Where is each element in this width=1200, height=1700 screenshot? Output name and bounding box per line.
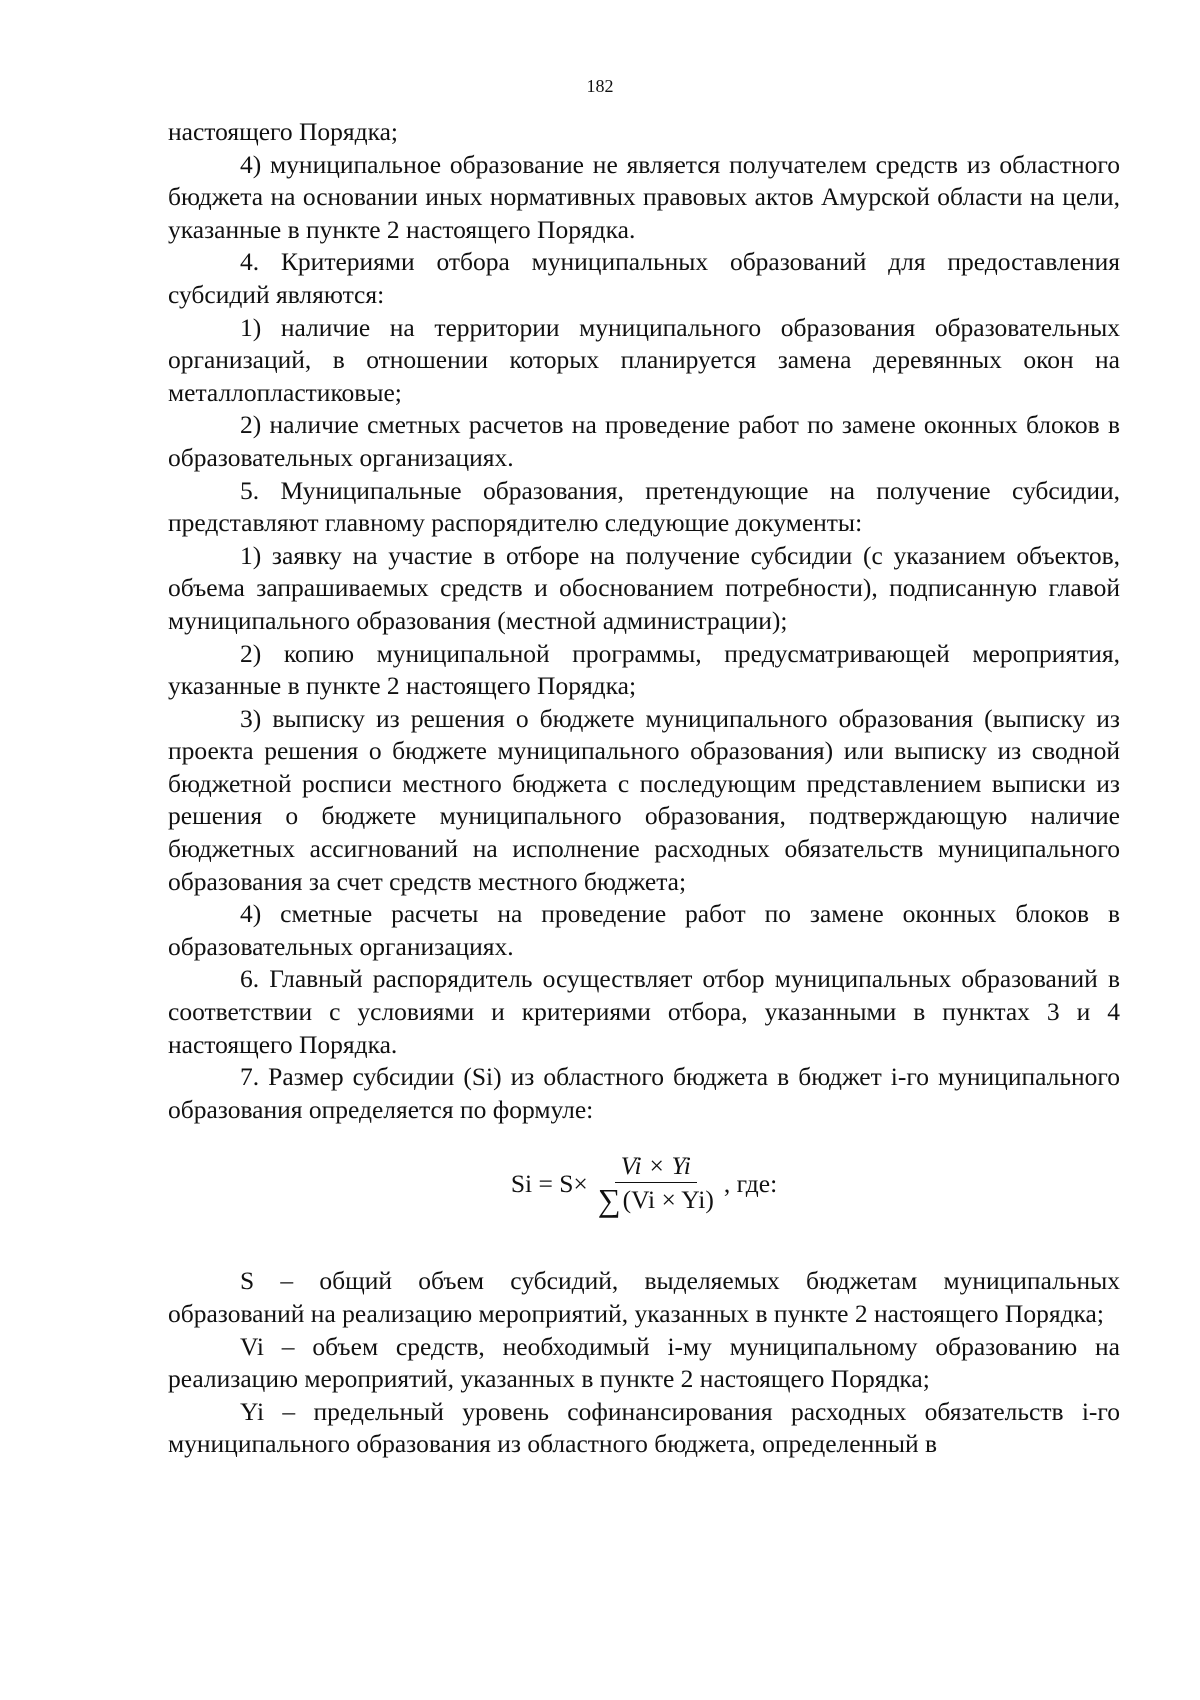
formula-lhs: Si = S× <box>510 1168 588 1198</box>
paragraph: 7. Размер субсидии (Si) из областного бюджета в бюджет i-го муниципального образования определяется по формуле: <box>168 1062 1120 1124</box>
formula-fraction <box>592 1151 720 1219</box>
paragraph: 4) муниципальное образование не является получателем средств из областного бюджета на основании иных нормативных правовых актов Амурской области на цели, указанные в пункте 2 настоящего Порядка. <box>168 149 1120 244</box>
paragraph: 4. Критериями отбора муниципальных образований для предоставления субсидий являются: <box>168 247 1120 309</box>
paragraph: Yi – предельный уровень софинансирования расходных обязательств i-го муниципального образования из областного бюджета, определенный в <box>168 1396 1120 1459</box>
document-body <box>168 116 1120 1461</box>
formula-numerator: Vi × Yi <box>615 1152 697 1183</box>
paragraph: 6. Главный распорядитель осуществляет отбор муниципальных образований в соответствии с условиями и критериями отбора, указанными в пунктах 3 и 4 настоящего Порядка. <box>168 964 1120 1059</box>
formula-denominator: (Vi × Yi) <box>622 1185 714 1215</box>
paragraph: 2) копию муниципальной программы, предусматривающей мероприятия, указанные в пункте 2 настоящего Порядка; <box>168 638 1120 701</box>
paragraph: S – общий объем субсидий, выделяемых бюджетам муниципальных образований на реализацию мероприятий, указанных в пункте 2 настоящего Порядка; <box>168 1266 1120 1328</box>
paragraph: Vi – объем средств, необходимый i-му муниципальному образованию на реализацию мероприятий, указанных в пункте 2 настоящего Порядка; <box>168 1331 1120 1394</box>
paragraph: 1) заявку на участие в отборе на получение субсидии (с указанием объектов, объема запрашиваемых средств и обоснованием потребности), подписанную главой муниципального образования (местной администрации); <box>168 540 1120 635</box>
paragraph: настоящего Порядка; <box>168 117 399 146</box>
page-number: 182 <box>586 76 614 96</box>
formula-denominator-wrap <box>592 1182 720 1219</box>
subsidy-formula <box>168 1151 1120 1219</box>
paragraph: 1) наличие на территории муниципального образования образовательных организаций, в отношении которых планируется замена деревянных окон на металлопластиковые; <box>168 312 1120 407</box>
formula-rhs: , где: <box>723 1168 778 1198</box>
paragraph: 2) наличие сметных расчетов на проведение работ по замене оконных блоков в образовательных организациях. <box>168 410 1120 472</box>
paragraph: 5. Муниципальные образования, претендующие на получение субсидии, представляют главному распорядителю следующие документы: <box>168 475 1120 538</box>
paragraph: 3) выписку из решения о бюджете муниципального образования (выписку из проекта решения о бюджете муниципального образования) или выписку из сводной бюджетной росписи местного бюджета с последующим представлением выписки из решения о бюджете муниципального образования, подтверждающую наличие бюджетных ассигнований на исполнение расходных обязательств муниципального образования за счет средств местного бюджета; <box>168 703 1120 896</box>
paragraph: 4) сметные расчеты на проведение работ по замене оконных блоков в образовательных организациях. <box>168 899 1120 961</box>
summation-symbol: ∑ <box>597 1182 621 1219</box>
